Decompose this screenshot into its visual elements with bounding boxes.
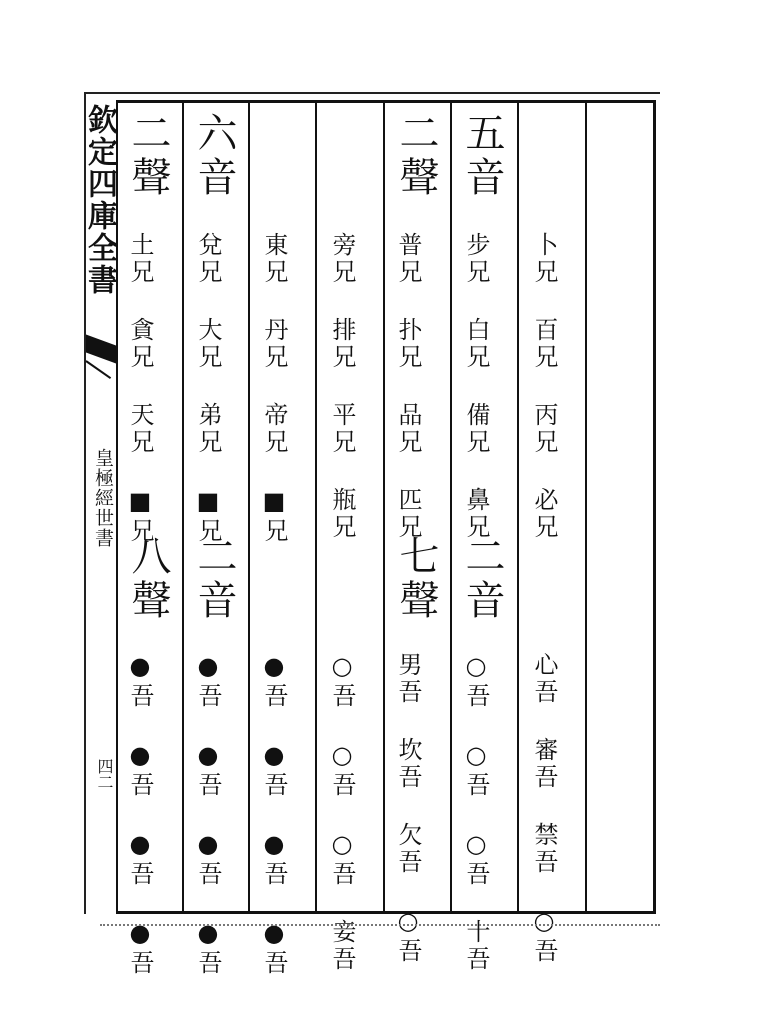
column-head-bottom: 七聲 [393, 535, 439, 623]
character-pair: 妾吾 [328, 919, 356, 973]
column-divider [517, 100, 519, 914]
column-bottom-rows [396, 652, 420, 965]
character-pair: 旁兄 [328, 232, 356, 286]
character-pair: ●吾 [194, 741, 222, 799]
character-pair: 男吾 [394, 652, 422, 706]
character-pair: 普兄 [394, 232, 422, 286]
column-divider [585, 100, 587, 914]
character-pair: 十吾 [462, 919, 490, 973]
character-pair: ○吾 [462, 741, 490, 799]
character-pair: 瓶兄 [328, 487, 356, 541]
character-pair: ●吾 [260, 919, 288, 977]
column-head-top: 二聲 [125, 112, 171, 200]
column-head-top: 二聲 [393, 112, 439, 200]
column-head-top: 六音 [191, 112, 237, 200]
column-divider [182, 100, 184, 914]
character-pair: 天兄 [126, 402, 154, 456]
character-pair: 帝兄 [260, 402, 288, 456]
column-top-rows [464, 232, 488, 541]
character-pair: 丹兄 [260, 317, 288, 371]
character-pair: ○吾 [328, 830, 356, 888]
character-pair: 平兄 [328, 402, 356, 456]
margin-tab-mark [86, 335, 116, 364]
character-pair: 品兄 [394, 402, 422, 456]
character-pair: ●吾 [126, 741, 154, 799]
character-pair: 心吾 [530, 652, 558, 706]
character-pair: ●吾 [126, 830, 154, 888]
character-pair: ■兄 [194, 487, 222, 545]
character-pair: 大兄 [194, 317, 222, 371]
column-top-rows [262, 232, 286, 545]
character-pair: ●吾 [260, 652, 288, 710]
character-pair: ●吾 [194, 919, 222, 977]
top-rule [84, 92, 660, 94]
character-pair: 白兄 [462, 317, 490, 371]
character-pair: ○吾 [328, 652, 356, 710]
character-pair: 弟兄 [194, 402, 222, 456]
character-pair: 排兄 [328, 317, 356, 371]
column-top-rows [196, 232, 220, 545]
character-pair: ■兄 [260, 487, 288, 545]
character-pair: 步兄 [462, 232, 490, 286]
character-pair: ○吾 [462, 830, 490, 888]
book-title: 皇極經世書 [92, 448, 114, 548]
character-pair: 欠吾 [394, 822, 422, 876]
character-pair: 坎吾 [394, 737, 422, 791]
character-pair: 兌兄 [194, 232, 222, 286]
character-pair: ●吾 [194, 830, 222, 888]
character-pair: 備兄 [462, 402, 490, 456]
character-pair: ○吾 [530, 907, 558, 965]
character-pair: 東兄 [260, 232, 288, 286]
character-pair: ●吾 [194, 652, 222, 710]
column-head-bottom: 二音 [191, 535, 237, 623]
column-divider [248, 100, 250, 914]
character-pair: 審吾 [530, 737, 558, 791]
character-pair: ●吾 [126, 919, 154, 977]
column-head-bottom: 八聲 [125, 535, 171, 623]
character-pair: ■兄 [126, 487, 154, 545]
character-pair: 丙兄 [530, 402, 558, 456]
character-pair: 匹兄 [394, 487, 422, 541]
character-pair: 必兄 [530, 487, 558, 541]
character-pair: 貪兄 [126, 317, 154, 371]
column-divider [383, 100, 385, 914]
character-pair: 土兄 [126, 232, 154, 286]
column-head-bottom: 二音 [459, 535, 505, 623]
character-pair: ●吾 [260, 741, 288, 799]
character-pair: 鼻兄 [462, 487, 490, 541]
collection-title: 欽定四庫全書 [82, 104, 117, 296]
margin-tab-line [85, 360, 111, 379]
character-pair: 百兄 [530, 317, 558, 371]
bottom-edge-noise [100, 924, 660, 932]
character-pair: ●吾 [126, 652, 154, 710]
character-pair: ○吾 [394, 907, 422, 965]
column-head-top: 五音 [459, 112, 505, 200]
character-pair: ●吾 [260, 830, 288, 888]
page-number: 四二 [95, 758, 114, 790]
column-top-rows [396, 232, 420, 541]
column-top-rows [128, 232, 152, 545]
character-pair: 卜兄 [530, 232, 558, 286]
character-pair: ○吾 [462, 652, 490, 710]
column-divider [315, 100, 317, 914]
character-pair: ○吾 [328, 741, 356, 799]
right-column-bottom [532, 652, 556, 965]
column-divider [450, 100, 452, 914]
right-column-top [532, 232, 556, 541]
column-top-rows [330, 232, 354, 541]
character-pair: 禁吾 [530, 822, 558, 876]
character-pair: 扑兄 [394, 317, 422, 371]
